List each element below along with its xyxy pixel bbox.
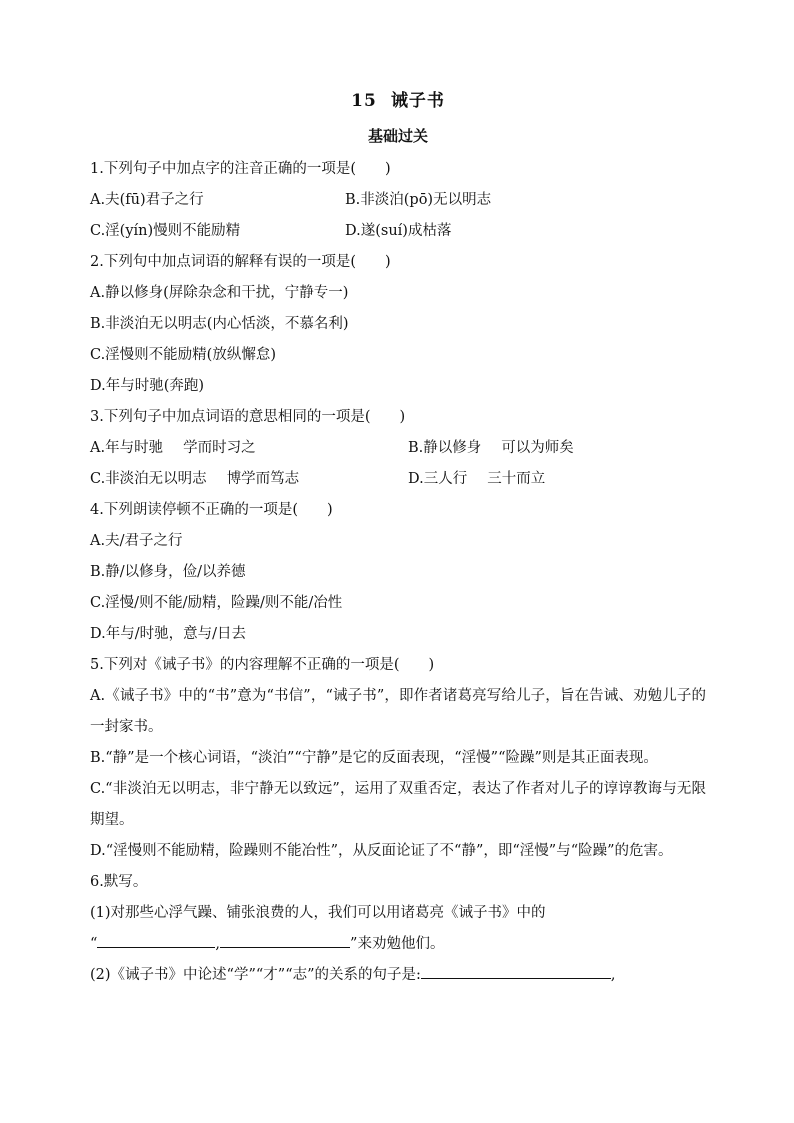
- q3-option-d-first: D.三人行: [408, 471, 468, 487]
- q6-stem: 6.默写。: [90, 874, 148, 890]
- q2-stem: 2.下列句中加点词语的解释有误的一项是( ): [90, 254, 391, 270]
- section-heading: 基础过关: [367, 127, 428, 145]
- q6-sub1-blank-1[interactable]: [97, 931, 215, 948]
- q2-option-b: B.非淡泊无以明志(内心恬淡，不慕名利): [90, 316, 349, 332]
- q3-option-c-first: C.非淡泊无以明志: [90, 471, 207, 487]
- q6-sub1-open-quote: “: [90, 936, 98, 952]
- q4-option-d: D.年与/时驰，意与/日去: [90, 626, 246, 642]
- q4-option-c: C.淫慢/则不能/励精，险躁/则不能/冶性: [90, 595, 343, 611]
- q5-option-d: D.“淫慢则不能励精，险躁则不能冶性”，从反面论证了不“静”，即“淫慢”与“险躁”的危害。: [90, 843, 673, 859]
- lesson-name: 诫子书: [390, 91, 445, 111]
- q3-option-d: [408, 464, 545, 495]
- lesson-title: [90, 86, 706, 111]
- q2-option-a: A.静以修身(屏除杂念和干扰，宁静专一): [90, 285, 349, 301]
- q6-sub2: [90, 960, 706, 991]
- q3-option-c-second: 博学而笃志: [226, 471, 300, 487]
- q1-option-c: C.淫(yín)慢则不能励精: [90, 223, 241, 239]
- q6-sub2-blank[interactable]: [421, 962, 611, 979]
- q5-option-a: A.《诫子书》中的“书”意为“书信”，“诫子书”，即作者诸葛亮写给儿子，旨在告诫、劝勉儿子的一封家书。: [90, 688, 706, 735]
- lesson-number: 15: [351, 91, 377, 111]
- q1-options-row2: [90, 216, 706, 247]
- q6-sub1-blanks: [90, 929, 706, 960]
- q1-option-a: A.夫(fū)君子之行: [90, 192, 204, 208]
- q2-option-c: C.淫慢则不能励精(放纵懈怠): [90, 347, 276, 363]
- q5-option-c: C.“非淡泊无以明志，非宁静无以致远”，运用了双重否定，表达了作者对儿子的谆谆教诲与无限期望。: [90, 781, 706, 828]
- q3-option-a-first: A.年与时驰: [90, 440, 164, 456]
- q3-option-b-second: 可以为师矣: [501, 440, 574, 456]
- q4-option-a: A.夫/君子之行: [90, 533, 183, 549]
- q6-sub1-close: ”来劝勉他们。: [350, 936, 445, 952]
- q6-sub1-text: (1)对那些心浮气躁、铺张浪费的人，我们可以用诸葛亮《诫子书》中的: [90, 905, 546, 921]
- q3-stem: 3.下列句子中加点词语的意思相同的一项是( ): [90, 409, 406, 425]
- q2-option-d: D.年与时驰(奔跑): [90, 378, 205, 394]
- q5-option-b: B.“静”是一个核心词语，“淡泊”“宁静”是它的反面表现，“淫慢”“险躁”则是其正面表现。: [90, 750, 658, 766]
- q4-option-b: B.静/以修身，俭/以养德: [90, 564, 246, 580]
- q3-option-b-first: B.静以修身: [408, 440, 482, 456]
- q3-option-a-second: 学而时习之: [183, 440, 256, 456]
- q1-options-row1: [90, 185, 706, 216]
- q6-sub1-blank-2[interactable]: [220, 931, 350, 948]
- q5-stem: 5.下列对《诫子书》的内容理解不正确的一项是( ): [90, 657, 435, 673]
- q3-option-c: [90, 464, 408, 495]
- q3-option-b: [408, 433, 574, 464]
- q1-option-d: D.遂(suí)成枯落: [345, 223, 452, 239]
- q3-options-row2: [90, 464, 706, 495]
- q6-sub2-end: ,: [610, 967, 616, 983]
- q4-stem: 4.下列朗读停顿不正确的一项是( ): [90, 502, 333, 518]
- q6-sub2-text: (2)《诫子书》中论述“学”“才”“志”的关系的句子是:: [90, 967, 421, 983]
- q3-option-a: [90, 433, 408, 464]
- q1-option-b: B.非淡泊(pō)无以明志: [345, 192, 492, 208]
- q3-option-d-second: 三十而立: [487, 471, 546, 487]
- q6-sub1-comma: ,: [215, 936, 221, 952]
- q3-options-row1: [90, 433, 706, 464]
- q1-stem: 1.下列句子中加点字的注音正确的一项是( ): [90, 161, 391, 177]
